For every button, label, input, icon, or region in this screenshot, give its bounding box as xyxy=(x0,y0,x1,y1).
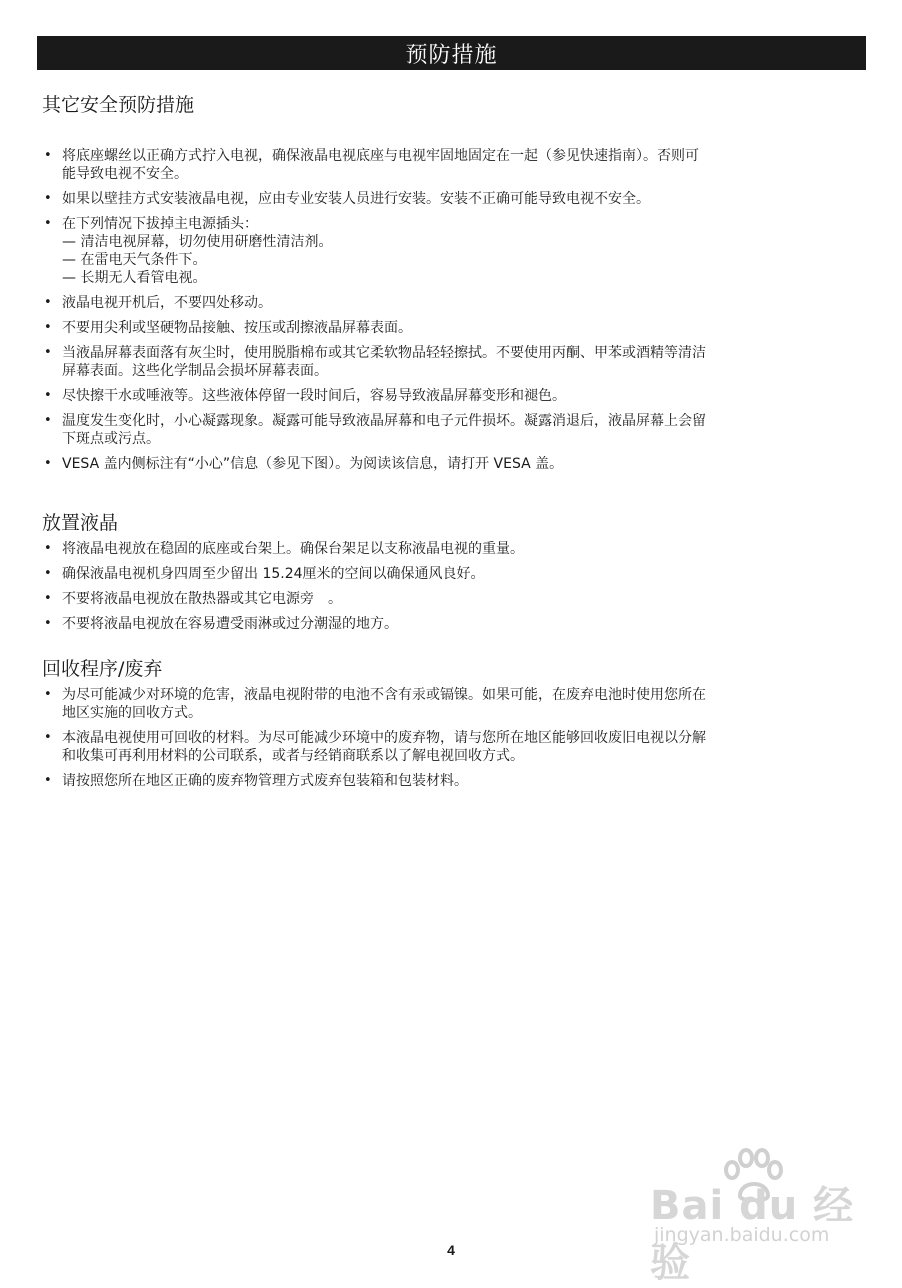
list-item xyxy=(42,387,862,405)
bullet-icon: • xyxy=(44,148,52,163)
bullet-icon: • xyxy=(44,345,52,360)
bullet-icon: • xyxy=(44,541,52,556)
section-heading: 回收程序/废弃 xyxy=(42,658,163,680)
bullet-icon: • xyxy=(44,191,52,206)
bullet-list xyxy=(42,147,862,473)
section-heading: 其它安全预防措施 xyxy=(42,94,195,116)
bullet-list xyxy=(42,686,862,790)
list-item-text: 本液晶电视使用可回收的材料。为尽可能减少环境中的废弃物，请与您所在地区能够回收废旧电视以分解 xyxy=(62,730,706,746)
list-item-text: — 清洁电视屏幕，切勿使用研磨性清洁剂。 xyxy=(62,234,333,250)
list-item xyxy=(42,590,862,608)
list-item xyxy=(42,455,862,473)
list-item xyxy=(42,147,862,183)
page-title-bar xyxy=(37,36,866,70)
watermark-brand: Bai du 经验 xyxy=(650,1183,855,1286)
bullet-icon: • xyxy=(44,413,52,428)
bullet-icon: • xyxy=(44,295,52,310)
bullet-icon: • xyxy=(44,388,52,403)
list-item-text: 在下列情况下拔掉主电源插头： xyxy=(62,216,258,232)
list-item xyxy=(42,729,862,765)
list-item-text: 地区实施的回收方式。 xyxy=(62,705,202,721)
list-item-text: VESA 盖内侧标注有“小心”信息（参见下图）。为阅读该信息，请打开 VESA 盖。 xyxy=(62,456,564,472)
section-recycling xyxy=(42,656,862,797)
list-item xyxy=(42,215,862,287)
list-item-text: 将液晶电视放在稳固的底座或台架上。确保台架足以支称液晶电视的重量。 xyxy=(62,541,524,557)
list-item-text: 确保液晶电视机身四周至少留出 15.24厘米的空间以确保通风良好。 xyxy=(62,566,485,582)
list-item xyxy=(42,319,862,337)
list-item-text: 能导致电视不安全。 xyxy=(62,166,188,182)
list-item xyxy=(42,412,862,448)
list-item-text: 为尽可能减少对环境的危害，液晶电视附带的电池不含有汞或镉镍。如果可能，在废弃电池时使用您所在 xyxy=(62,687,706,703)
bullet-icon: • xyxy=(44,773,52,788)
list-item-text: 温度发生变化时，小心凝露现象。凝露可能导致液晶屏幕和电子元件损坏。凝露消退后，液晶屏幕上会留 xyxy=(62,413,706,429)
bullet-icon: • xyxy=(44,456,52,471)
list-item-text: 下斑点或污点。 xyxy=(62,431,160,447)
bullet-icon: • xyxy=(44,730,52,745)
page-number: 4 xyxy=(447,1242,455,1258)
list-item xyxy=(42,344,862,380)
list-item-text: 不要将液晶电视放在散热器或其它电源旁 。 xyxy=(62,591,342,607)
list-item-text: 请按照您所在地区正确的废弃物管理方式废弃包装箱和包装材料。 xyxy=(62,773,468,789)
list-item xyxy=(42,772,862,790)
list-item-text: 不要用尖利或坚硬物品接触、按压或刮擦液晶屏幕表面。 xyxy=(62,320,412,336)
bullet-icon: • xyxy=(44,216,52,231)
list-item-text: — 长期无人看管电视。 xyxy=(62,270,207,286)
bullet-icon: • xyxy=(44,566,52,581)
bullet-icon: • xyxy=(44,687,52,702)
list-item xyxy=(42,294,862,312)
page-title: 预防措施 xyxy=(405,42,498,68)
section-heading: 放置液晶 xyxy=(42,512,119,534)
list-item-text: — 在雷电天气条件下。 xyxy=(62,252,207,268)
list-item-text: 屏幕表面。这些化学制品会损坏屏幕表面。 xyxy=(62,363,328,379)
watermark-url: jingyan.baidu.com xyxy=(654,1224,830,1246)
list-item xyxy=(42,615,862,633)
list-item-text: 尽快擦干水或唾液等。这些液体停留一段时间后，容易导致液晶屏幕变形和褪色。 xyxy=(62,388,566,404)
bullet-list xyxy=(42,540,862,633)
section-other-safety xyxy=(42,92,862,480)
bullet-icon: • xyxy=(44,591,52,606)
list-item xyxy=(42,540,862,558)
baidu-watermark xyxy=(650,1148,860,1286)
list-item-text: 如果以壁挂方式安装液晶电视，应由专业安装人员进行安装。安装不正确可能导致电视不安全。 xyxy=(62,191,650,207)
list-item-text: 当液晶屏幕表面落有灰尘时，使用脱脂棉布或其它柔软物品轻轻擦拭。不要使用丙酮、甲苯或酒精等清洁 xyxy=(62,345,706,361)
section-placement xyxy=(42,510,862,640)
list-item xyxy=(42,565,862,583)
bullet-icon: • xyxy=(44,616,52,631)
list-item xyxy=(42,686,862,722)
list-item-text: 和收集可再利用材料的公司联系，或者与经销商联系以了解电视回收方式。 xyxy=(62,748,524,764)
list-item-text: 将底座螺丝以正确方式拧入电视，确保液晶电视底座与电视牢固地固定在一起（参见快速指南）。否则可 xyxy=(62,148,699,164)
list-item xyxy=(42,190,862,208)
list-item-text: 不要将液晶电视放在容易遭受雨淋或过分潮湿的地方。 xyxy=(62,616,398,632)
bullet-icon: • xyxy=(44,320,52,335)
list-item-text: 液晶电视开机后，不要四处移动。 xyxy=(62,295,272,311)
